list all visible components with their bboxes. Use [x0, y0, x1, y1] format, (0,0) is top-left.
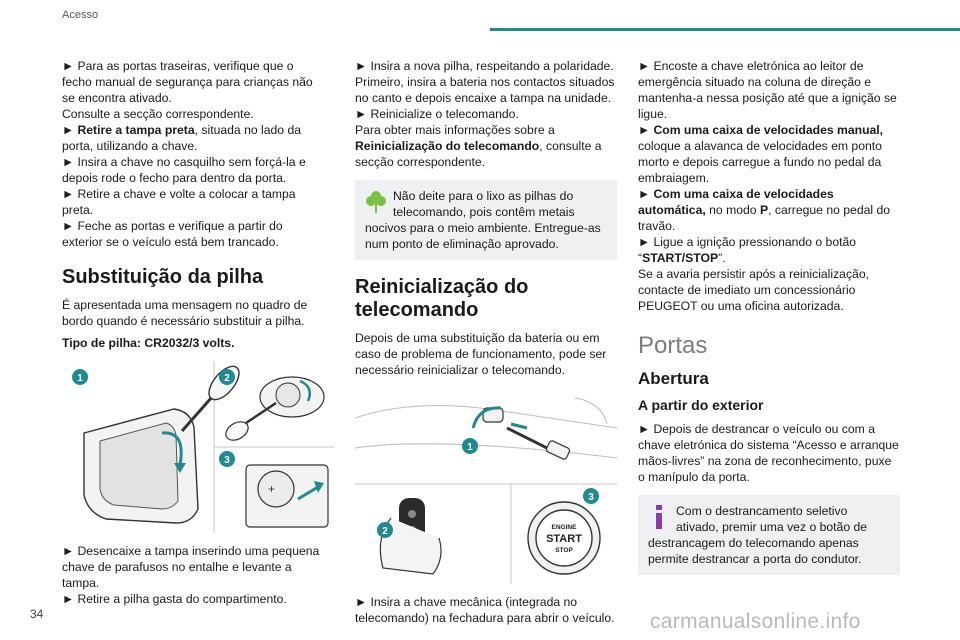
section-heading: Abertura — [638, 369, 709, 388]
paragraph: ► Depois de destrancar o veículo ou com a chave eletrónica do sistema “Acesso e arranque mãos-livres” na zona de reconhecimento, puxe o manípulo da porta. — [638, 422, 899, 484]
paragraph: ► Desencaixe a tampa inserindo uma pequena chave de parafusos no entalhe e levante a tampa. — [62, 544, 320, 590]
paragraph — [62, 122, 324, 154]
text: no modo — [705, 203, 760, 217]
paragraph: É apresentada uma mensagem no quadro de bordo quando é necessário substituir a pilha. — [62, 298, 308, 328]
battery-insertion-illustration — [246, 465, 328, 527]
info-note — [638, 495, 900, 575]
bold-text: Tipo de pilha: CR2032/3 volts. — [62, 336, 235, 350]
text: ”. — [718, 251, 726, 265]
paragraph: ► Retire a pilha gasta do compartimento. — [62, 592, 287, 606]
bold-text: ► Com uma caixa de velocidades manual, — [638, 123, 884, 137]
page-header-title: Acesso — [62, 9, 99, 21]
page-number: 34 — [30, 607, 44, 621]
header-accent-bar — [490, 28, 960, 31]
recycle-leaf-icon — [365, 189, 387, 215]
paragraph — [355, 122, 617, 170]
text: coloque a alavanca de velocidades em ponto morto e depois carregue a fundo no pedal da embraiagem. — [638, 139, 882, 185]
figure-label: 1 — [77, 373, 83, 384]
key-fob-illustration — [84, 361, 245, 523]
paragraph: Se a avaria persistir após a reinicialização, contacte de imediato um concessionário PEUGEOT ou uma oficina autorizada. — [638, 267, 869, 313]
start-stop-button-illustration — [528, 502, 600, 574]
subsection-heading: A partir do exterior — [638, 397, 764, 413]
note-text: Não deite para o lixo as pilhas do telecomando, pois contêm metais nocivos para o meio ambiente. Entregue-as num ponto de eliminação aprovado. — [365, 189, 601, 251]
figure-label: 2 — [224, 373, 230, 384]
column-2 — [355, 58, 617, 626]
paragraph: ► Insira a nova pilha, respeitando a polaridade. Primeiro, insira a bateria nos contactos situados no canto e depois encaixe a tampa na unidade. — [355, 59, 615, 105]
paragraph: ► Retire a chave e volte a colocar a tampa preta. — [62, 187, 296, 217]
battery-removal-illustration — [223, 377, 324, 444]
bold-text: ► Com uma caixa de velocidades automática, — [638, 187, 834, 217]
bold-text: Reinicialização do telecomando — [355, 139, 540, 153]
bold-text: P — [759, 203, 769, 217]
chapter-heading: Portas — [638, 332, 708, 359]
section-heading: Reinicialização do telecomando — [355, 276, 529, 321]
paragraph: ► Para as portas traseiras, verifique que o fecho manual de segurança para crianças não se encontra ativado. — [62, 59, 313, 105]
note-text: Com o destrancamento seletivo ativado, premir uma vez o botão de destrancagem do telecomando apenas permite destrancar a porta do condutor. — [648, 504, 868, 566]
text: ► Ligue a ignição pressionando o botão “ — [638, 235, 857, 265]
paragraph: ► Insira a chave no casquilho sem forçá-la e depois rode o fecho para dentro da porta. — [62, 155, 306, 185]
paragraph: ► Feche as portas e verifique a partir do exterior se o veículo está bem trancado. — [62, 219, 283, 249]
door-lock-illustration — [355, 398, 617, 460]
paragraph: Consulte a secção correspondente. — [62, 107, 254, 121]
paragraph: ► Reinicialize o telecomando. — [355, 107, 519, 121]
paragraph: ► Encoste a chave eletrónica ao leitor de emergência situado na coluna de direção e mantenha-a nessa posição até que a ignição se ligue. — [638, 59, 897, 121]
paragraph: ► Insira a chave mecânica (integrada no telecomando) na fechadura para abrir o veículo. — [355, 595, 615, 625]
remote-reset-figure — [355, 388, 617, 584]
paragraph: Depois de uma substituição da bateria ou em caso de problema de funcionamento, pode ser necessário reinicializar o telecomando. — [355, 331, 607, 377]
column-3 — [638, 58, 900, 579]
text: , situada no lado da porta, utilizando a chave. — [62, 123, 302, 153]
column-1 — [62, 58, 324, 607]
figure-label: 3 — [588, 492, 594, 503]
info-icon — [648, 504, 670, 530]
figure-label: 2 — [382, 526, 388, 537]
bold-text: START/STOP — [642, 251, 719, 265]
text: Para obter mais informações sobre a — [355, 123, 555, 137]
paragraph — [638, 186, 900, 234]
paragraph — [638, 234, 900, 266]
paragraph — [638, 122, 900, 186]
section-heading: Substituição da pilha — [62, 266, 264, 288]
text: , consulte a secção correspondente. — [355, 139, 602, 169]
button-text: ENGINE — [551, 524, 577, 531]
bold-text: ► Retire a tampa preta — [62, 123, 195, 137]
environment-note — [355, 180, 617, 260]
battery-replacement-figure — [62, 361, 324, 533]
watermark: carmanualsonline.info — [650, 610, 861, 633]
battery-type — [62, 335, 324, 351]
figure-label: 3 — [224, 455, 230, 466]
figure-label: 1 — [467, 442, 473, 453]
button-text: STOP — [555, 547, 573, 554]
button-text: START — [546, 533, 582, 545]
svg-text:+: + — [268, 482, 276, 496]
text: , carregue no pedal do travão. — [638, 203, 891, 233]
